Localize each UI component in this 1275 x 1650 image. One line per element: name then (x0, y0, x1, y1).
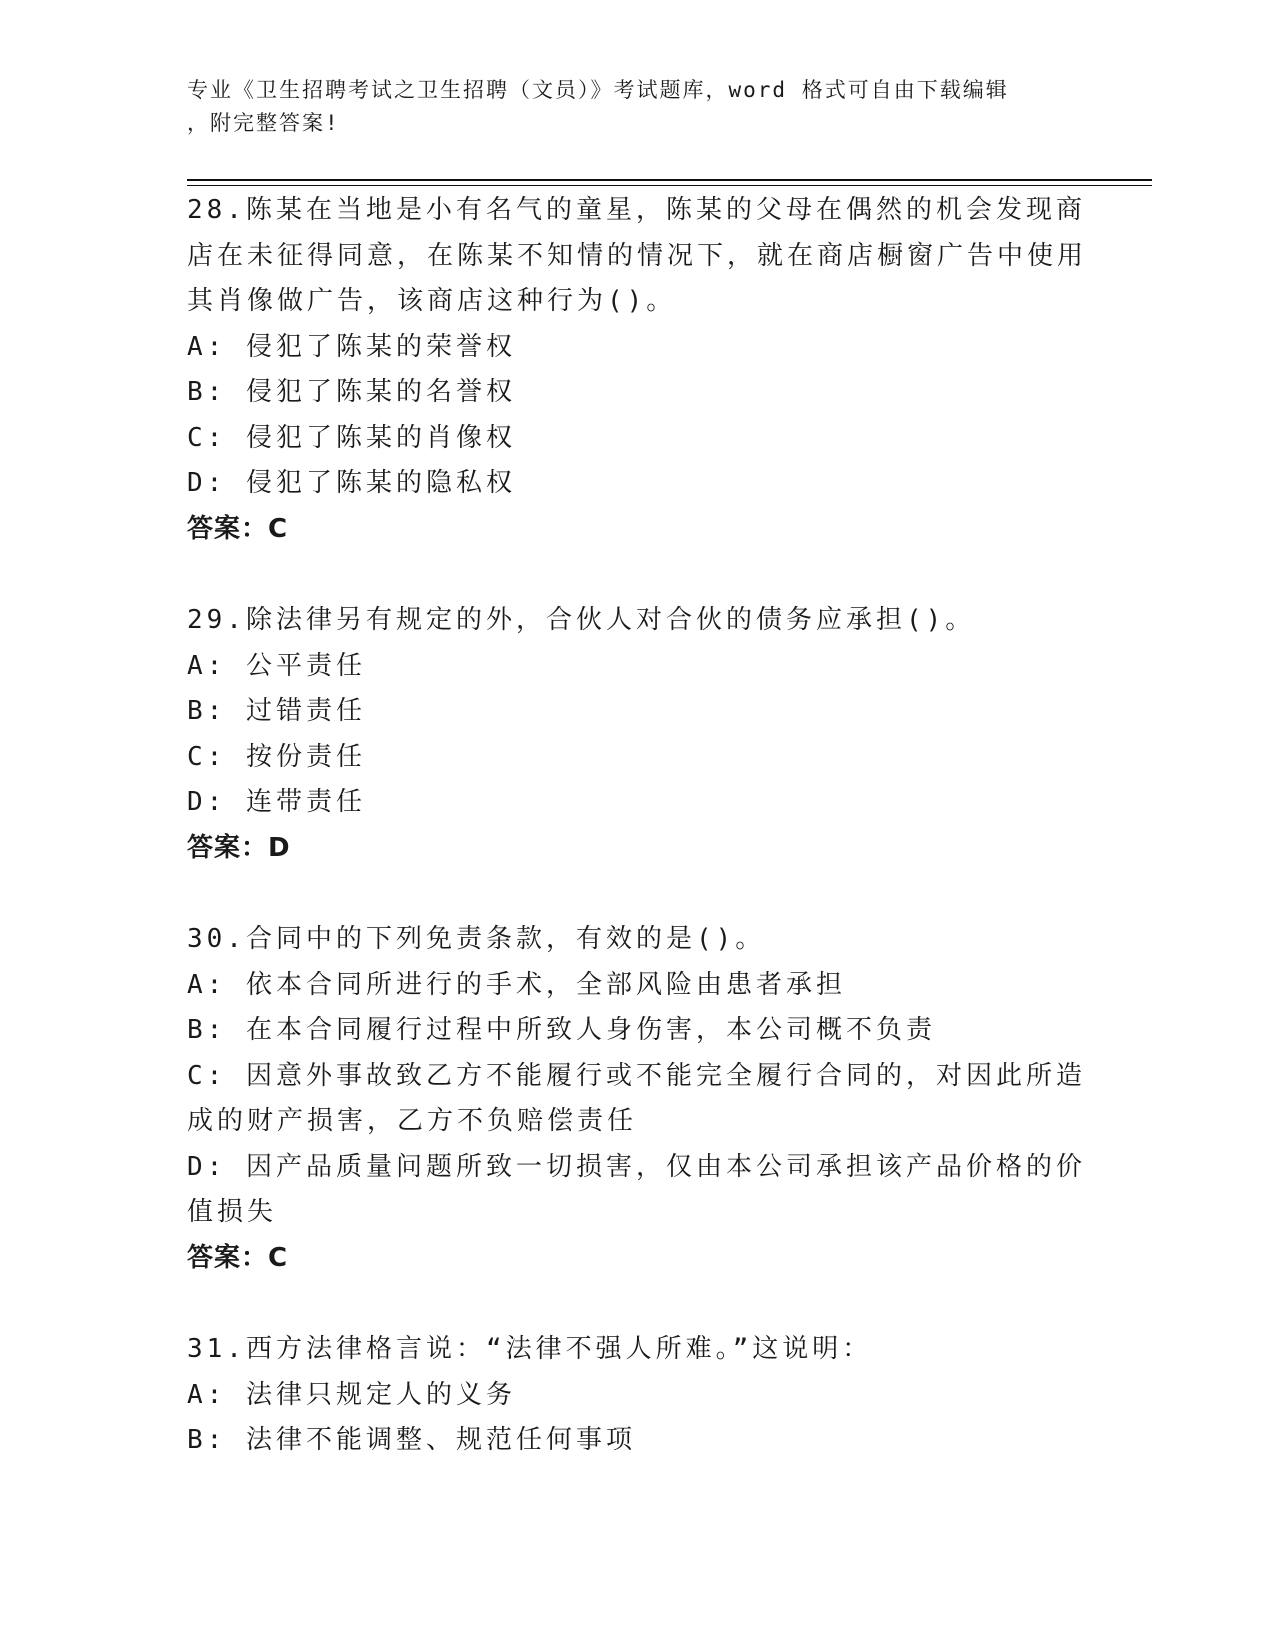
option-a: A: 侵犯了陈某的荣誉权 (187, 331, 516, 362)
answer-line: 答案：C (187, 1242, 289, 1273)
question-29 (187, 598, 1087, 871)
option-d: D: 因产品质量问题所致一切损害，仅由本公司承担该产品价格的价值损失 (187, 1151, 1086, 1227)
option-c: C: 按份责任 (187, 741, 366, 772)
document-header (187, 74, 1067, 140)
question-list (187, 188, 1087, 1464)
question-text: 30.合同中的下列免责条款，有效的是()。 (187, 924, 766, 954)
answer-line: 答案：D (187, 832, 291, 863)
question-30 (187, 917, 1087, 1281)
header-line-1: 专业《卫生招聘考试之卫生招聘（文员）》考试题库，word 格式可自由下载编辑 (187, 78, 1009, 102)
question-text: 31.西方法律格言说：“法律不强人所难。”这说明： (187, 1334, 873, 1364)
header-divider (187, 179, 1152, 186)
option-b: B: 法律不能调整、规范任何事项 (187, 1425, 636, 1455)
header-line-2: ，附完整答案! (187, 111, 340, 135)
option-c: C: 侵犯了陈某的肖像权 (187, 422, 516, 453)
option-d: D: 连带责任 (187, 787, 366, 817)
option-a: A: 公平责任 (187, 650, 366, 681)
answer-line: 答案：C (187, 513, 289, 544)
option-b: B: 侵犯了陈某的名誉权 (187, 377, 516, 407)
option-c: C: 因意外事故致乙方不能履行或不能完全履行合同的，对因此所造成的财产损害，乙方不负赔偿责任 (187, 1060, 1086, 1136)
option-d: D: 侵犯了陈某的隐私权 (187, 468, 516, 498)
question-text: 28.陈某在当地是小有名气的童星，陈某的父母在偶然的机会发现商店在未征得同意，在陈某不知情的情况下，就在商店橱窗广告中使用其肖像做广告，该商店这种行为()。 (187, 195, 1088, 316)
question-31 (187, 1327, 1087, 1464)
option-a: A: 依本合同所进行的手术，全部风险由患者承担 (187, 969, 846, 1000)
option-b: B: 过错责任 (187, 696, 366, 726)
option-a: A: 法律只规定人的义务 (187, 1379, 516, 1410)
option-b: B: 在本合同履行过程中所致人身伤害，本公司概不负责 (187, 1015, 936, 1045)
question-text: 29.除法律另有规定的外，合伙人对合伙的债务应承担()。 (187, 605, 976, 635)
question-28 (187, 188, 1087, 552)
